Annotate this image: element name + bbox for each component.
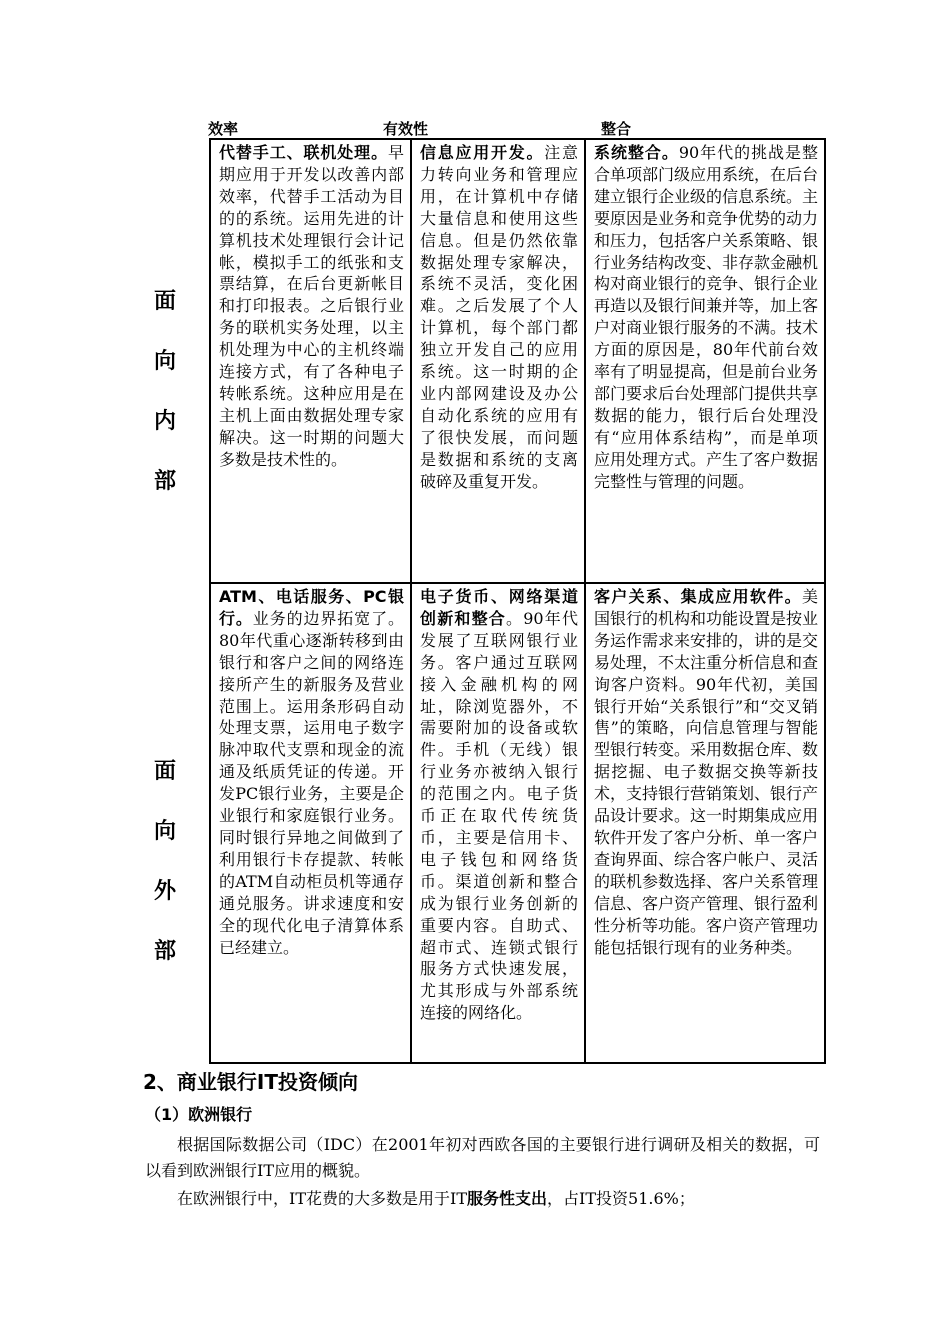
cell-title: 代替手工、联机处理。 [219,143,388,162]
row-label-internal: 面向内部 [153,289,176,494]
cell-title: ATM、电话服务、PC银行。 [219,587,404,628]
cell-internal-effectiveness [411,139,585,583]
cell-internal-integration [585,139,825,583]
table-row-external [210,583,825,1063]
section-heading: 2、商业银行IT投资倾向 [143,1070,358,1094]
cell-body: 。90年代发展了互联网银行业务。客户通过互联网接入金融机构的网址，除浏览器外，不需要附加的设备或软件。手机（无线）银行业务亦被纳入银行的范围之内。电子货币正在取代传统货币，主要是信用卡、电子钱包和网络货币。渠道创新和整合成为银行业务创新的重要内容。自助式、超市式、连锁式银行服务方式快速发展，尤其形成与外部系统连接的网络化。 [420,608,578,1023]
cell-body: 业务的边界拓宽了。80年代重心逐渐转移到由银行和客户之间的网络连接所产生的新服务及营业范围上。运用条形码自动处理支票，运用电子数字脉冲取代支票和现金的流通及纸质凭证的传递。开发PC银行业务，主要是企业银行和家庭银行业务。同时银行异地之间做到了利用银行卡存提款、转帐的ATM自动柜员机等通存通兑服务。讲求速度和安全的现代化电子清算体系已经建立。 [219,608,404,957]
cell-external-integration [585,583,825,1063]
column-header-integration: 整合 [601,120,632,138]
column-header-efficiency: 效率 [208,120,239,138]
column-header-effectiveness: 有效性 [383,120,429,138]
cell-external-effectiveness [411,583,585,1063]
cell-external-efficiency [210,583,411,1063]
paragraph-text: 在欧洲银行中，IT花费的大多数是用于IT [177,1189,467,1208]
cell-title: 系统整合。 [594,143,679,162]
cell-body: 注意力转向业务和管理应用，在计算机中存储大量信息和使用这些信息。但是仍然依靠数据处理专家解决，系统不灵活，变化困难。之后发展了个人计算机，每个部门都独立开发自己的应用系统。这一时期的企业内部网建设及办公自动化系统的应用有了很快发展，而问题是数据和系统的支离破碎及重复开发。 [420,143,578,491]
paragraph-it-spending [145,1186,820,1212]
cell-title: 客户关系、集成应用软件。 [594,587,802,606]
cell-internal-efficiency [210,139,411,583]
it-evolution-table [209,138,826,1064]
cell-title: 信息应用开发。 [420,143,545,162]
emphasis-service-spending: 服务性支出 [467,1189,548,1208]
cell-body: 美国银行的机构和功能设置是按业务运作需求来安排的，讲的是交易处理，不太注重分析信息和查询客户资料。90年代初，美国银行开始“关系银行”和“交叉销售”的策略，向信息管理与智能型银行转变。采用数据仓库、数据挖掘、电子数据交换等新技术，支持银行营销策划、银行产品设计要求。这一时期集成应用软件开发了客户分析、单一客户查询界面、综合客户帐户、灵活的联机参数选择、客户关系管理信息、客户资产管理、银行盈利性分析等功能。客户资产管理功能包括银行现有的业务种类。 [594,587,819,957]
cell-body: 早期应用于开发以改善内部效率，代替手工活动为目的的系统。运用先进的计算机技术处理银行会计记帐，模拟手工的纸张和支票结算，在后台更新帐目和打印报表。之后银行业务的联机实务处理，以主机处理为中心的主机终端连接方式，有了各种电子转帐系统。这种应用是在主机上面由数据处理专家解决。这一时期的问题大多数是技术性的。 [219,143,404,469]
paragraph-idc-survey: 根据国际数据公司（IDC）在2001年初对西欧各国的主要银行进行调研及相关的数据，可以看到欧洲银行IT应用的概貌。 [145,1135,820,1180]
cell-title: 电子货币、网络渠道创新和整合 [420,587,578,628]
table-row-internal [210,139,825,583]
cell-body: 90年代的挑战是整合单项部门级应用系统，在后台建立银行企业级的信息系统。主要原因是业务和竞争优势的动力和压力，包括客户关系策略、银行业务结构改变、非存款金融机构对商业银行的竞争、银行企业再造以及银行间兼并等，加上客户对商业银行服务的不满。技术方面的原因是，80年代前台效率有了明显提高，但是前台业务部门要求后台处理部门提供共享数据的能力，银行后台处理没有“应用体系结构”，而是单项应用处理方式。产生了客户数据完整性与管理的问题。 [594,143,819,491]
subsection-heading: （1）欧洲银行 [145,1105,253,1124]
row-label-external: 面向外部 [153,759,176,964]
paragraph-text: ，占IT投资51.6%； [547,1189,695,1208]
